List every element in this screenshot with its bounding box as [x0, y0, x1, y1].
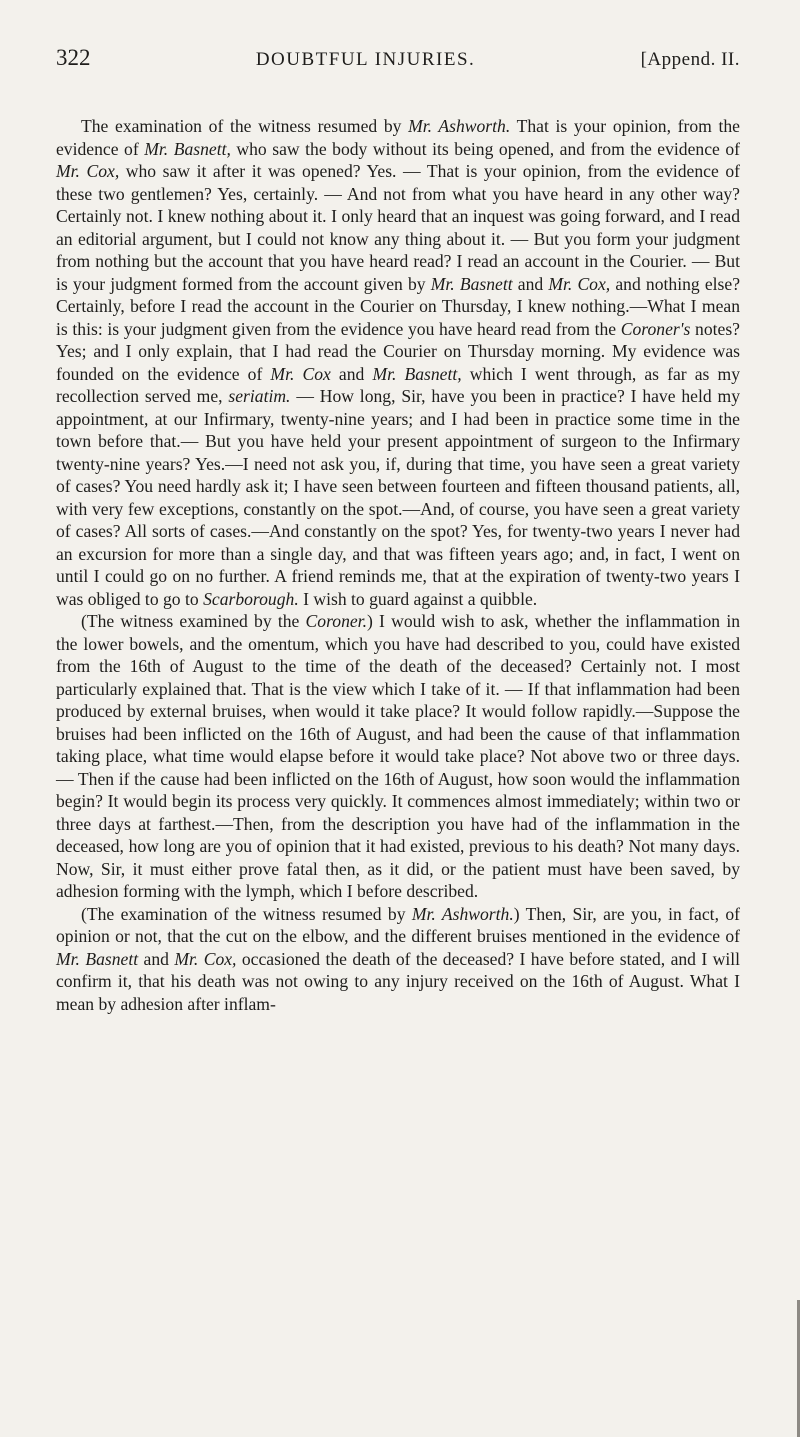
- text-run: who saw it after it was opened? Yes. — That is your opinion, from the evidence of these two gentlemen? Yes, certainly. — And not from what you have heard in any other way? Certainly not. I knew nothing about it. I only heard that an inquest was going forward, and I read an editorial argument, but I could not know any thing about it. — But you form your judgment from nothing but the account that you have heard read? I read an account in the Courier. — But is your judgment formed from the account given by: [56, 161, 740, 294]
- text-run: and: [138, 948, 175, 969]
- text-run: and: [512, 273, 549, 294]
- text-run: and: [330, 363, 373, 384]
- text-run: (The examination of the witness resumed by: [81, 903, 412, 924]
- text-run: occasioned the death of the deceased? I have before stated, and I will confirm it, that his death was not owing to any injury received on the 16th of August. What I mean by adhesion after inflam-: [56, 948, 741, 1014]
- paragraph: [56, 610, 740, 903]
- text-run: ) Then, Sir, are you, in fact, of opinion or not, that the cut on the elbow, and the different bruises mentioned in the evidence of: [56, 903, 740, 946]
- text-run: notes? Yes; and I only explain, that I had read the Courier on Thursday morning. My evidence was founded on the evidence of: [56, 318, 740, 384]
- text-run: I wish to guard against a quibble.: [298, 588, 538, 609]
- page-header: [56, 45, 740, 79]
- italic-run: Mr. Ashworth.: [408, 116, 511, 136]
- italic-run: Mr. Cox,: [548, 273, 611, 294]
- text-run: who saw the body without its being opened, and from the evidence of: [230, 138, 741, 159]
- italic-run: Mr. Cox,: [56, 161, 120, 181]
- italic-run: Mr. Basnett: [430, 273, 513, 294]
- page-body: [56, 115, 740, 1015]
- italic-run: Mr. Basnett,: [144, 138, 231, 159]
- italic-run: Coroner.: [305, 611, 367, 631]
- text-run: ) I would wish to ask, whether the inflammation in the lower bowels, and the omentum, which you have had described to you, could have existed from the 16th of August to the time of the death of the deceased? Certainly not. I most particularly explained that. That is the view which I take of it. — If that inflammation had been produced by external bruises, when would it take place? It would follow rapidly.—Suppose the bruises had been inflicted on the 16th of August, and had been the cause of that inflammation taking place, what time would elapse before it would take place? Not above two or three days. — Then if the cause had been inflicted on the 16th of August, how soon would the inflammation begin? It would begin its process very quickly. It commences almost immediately; within two or three days at farthest.—Then, from the description you have had of the inflammation in the deceased, how long are you of opinion that it had existed, previous to his death? Not many days. Now, Sir, it must either prove fatal then, as it did, or the patient must have been saved, by adhesion forming with the lymph, which I before described.: [56, 611, 741, 901]
- italic-run: Mr. Ashworth.: [411, 903, 514, 924]
- paragraph: [56, 903, 740, 1016]
- text-run: which I went through, as far as my recollection served me,: [56, 363, 740, 406]
- text-run: (The witness examined by the: [81, 611, 306, 631]
- section-reference: [Append. II.: [640, 49, 740, 70]
- italic-run: Mr. Basnett: [56, 948, 139, 969]
- italic-run: seriatim.: [228, 386, 291, 406]
- page-number: 322: [56, 45, 91, 70]
- text-run: That is your opinion, from the evidence of: [56, 116, 740, 159]
- running-title: DOUBTFUL INJURIES.: [255, 49, 476, 70]
- text-run: The examination of the witness resumed by: [81, 116, 409, 136]
- text-run: — How long, Sir, have you been in practice? I have held my appointment, at our Infirmary, twenty-nine years; and I had been in practice some time in the town before that.— But you have held your present appointment of surgeon to the Infirmary twenty-nine years? Yes.—I need not ask you, if, during that time, you have seen a great variety of cases? You need hardly ask it; I have seen between fourteen and fifteen thousand patients, all, with very few exceptions, constantly on the spot.—And, of course, you have seen a great variety of cases? All sorts of cases.—And constantly on the spot? Yes, for twenty-two years I never had an excursion for more than a single day, and that was fifteen years ago; and, in fact, I went on until I could go on no further. A friend reminds me, that at the expiration of twenty-two years I was obliged to go to: [56, 386, 740, 609]
- text-run: and nothing else? Certainly, before I read the account in the Courier on Thursday, I knew nothing.—What I mean is this: is your judgment given from the evidence you have heard read from the: [56, 273, 740, 339]
- paragraph: [56, 115, 740, 610]
- italic-run: Mr. Cox,: [174, 948, 237, 969]
- italic-run: Coroner's: [620, 318, 691, 339]
- italic-run: Mr. Basnett,: [372, 363, 462, 384]
- italic-run: Scarborough.: [203, 588, 299, 609]
- italic-run: Mr. Cox: [270, 363, 331, 384]
